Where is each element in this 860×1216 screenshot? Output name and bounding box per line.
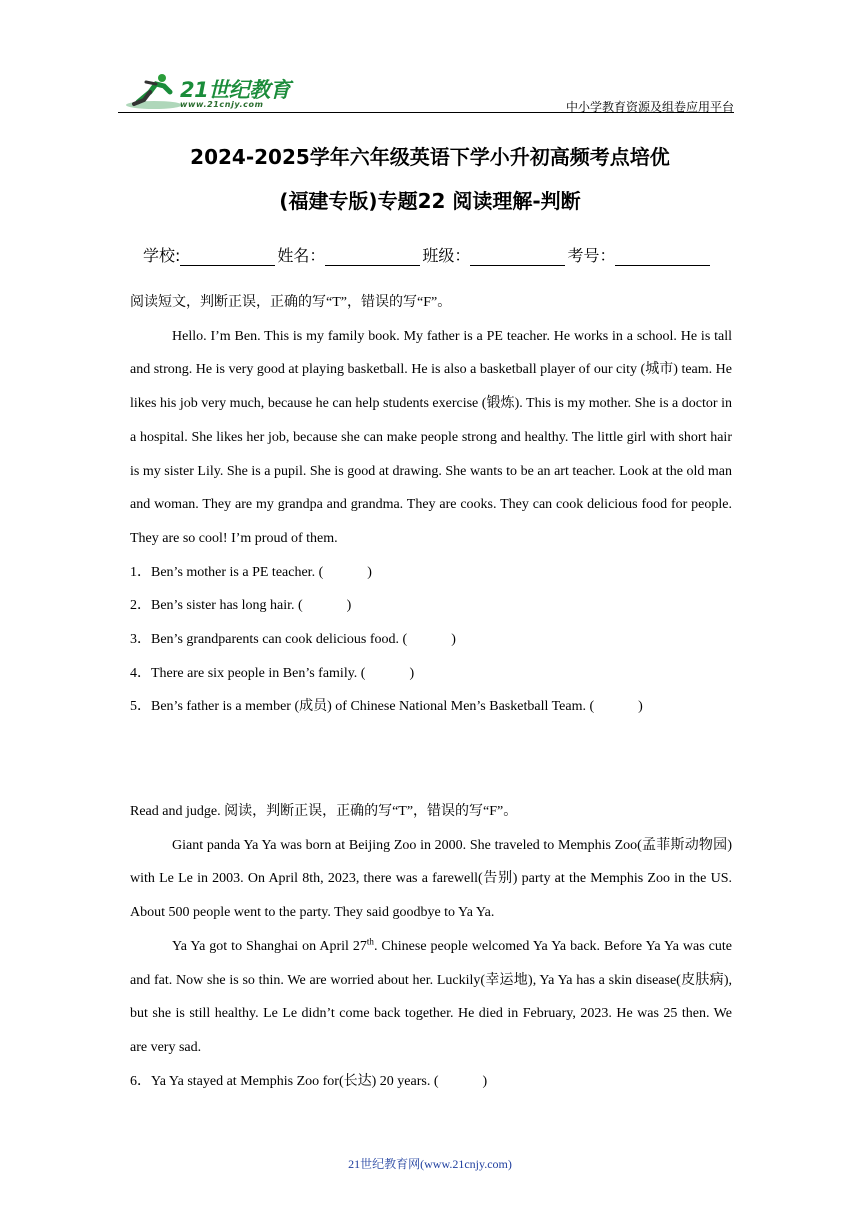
class-blank[interactable] [470,247,565,266]
question-3: 3．Ben’s grandparents can cook delicious food. ( ) [130,632,456,648]
school-label: 学校: [143,246,181,265]
student-info-fields [143,243,712,266]
section-1 [130,286,732,724]
question-2: 2．Ben’s sister has long hair. ( ) [130,598,352,614]
class-label: 班级： [422,246,471,265]
question-6: 6．Ya Ya stayed at Memphis Zoo for(长达) 20 years. ( ) [130,1073,488,1089]
school-blank[interactable] [180,247,275,266]
section-1-passage: Hello. I’m Ben. This is my family book. My father is a PE teacher. He works in a school. He is tall and strong. He is very good at playing basketball. He is also a basketball player of our city (城市) team. He likes his job very much, because he can help students exercise (锻炼). This is my mother. She is a doctor in a hospital. She likes her job, because she can make people strong and healthy. The little girl with short hair is my sister Lily. She is a pupil. She is good at drawing. She wants to be an art teacher. Look at the old man and woman. They are my grandpa and grandma. They are cooks. They can cook delicious food for people. They are so cool! I’m proud of them. [130,328,732,546]
page-footer[interactable]: 21世纪教育网(www.21cnjy.com) [348,1157,512,1171]
runner-logo-icon [124,72,184,112]
number-label: 考号： [567,246,616,265]
header-divider [118,112,734,113]
page-subtitle: (福建专版)专题22 阅读理解-判断 [279,189,581,213]
name-blank[interactable] [325,247,420,266]
question-1: 1．Ben’s mother is a PE teacher. ( ) [130,564,372,580]
page-title: 2024-2025学年六年级英语下学小升初高频考点培优 [190,145,670,169]
question-5: 5．Ben’s father is a member (成员) of Chinese National Men’s Basketball Team. ( ) [130,699,643,715]
section-2-paragraph-2: Ya Ya got to Shanghai on April 27th. Chinese people welcomed Ya Ya back. Before Ya Ya was cute and fat. Now she is so thin. We are worried about her. Luckily(幸运地), Ya Ya has a skin disease(皮肤病), but she is still healthy. Le Le didn’t come back together. He died in February, 2023. He was 25 then. We are very sad. [130,936,732,1055]
section-2-paragraph-1: Giant panda Ya Ya was born at Beijing Zoo in 2000. She traveled to Memphis Zoo(孟菲斯动物园) with Le Le in 2003. On April 8th, 2023, there was a farewell(告别) party at the Memphis Zoo in the US. About 500 people went to the party. They said goodbye to Ya Ya. [130,837,732,921]
number-blank[interactable] [615,247,710,266]
name-label: 姓名： [277,246,326,265]
section-1-instruction: 阅读短文，判断正误，正确的写“T”，错误的写“F”。 [130,295,452,310]
section-2-instruction: Read and judge. 阅读，判断正误，正确的写“T”，错误的写“F”。 [130,804,518,819]
section-2 [130,795,732,1098]
logo-url: www.21cnjy.com [180,100,264,109]
page-header [118,66,734,114]
logo-text: 21世纪教育 [180,78,291,102]
question-4: 4．There are six people in Ben’s family. ( ) [130,665,415,681]
platform-label: 中小学教育资源及组卷应用平台 [565,100,734,114]
logo [124,72,294,112]
